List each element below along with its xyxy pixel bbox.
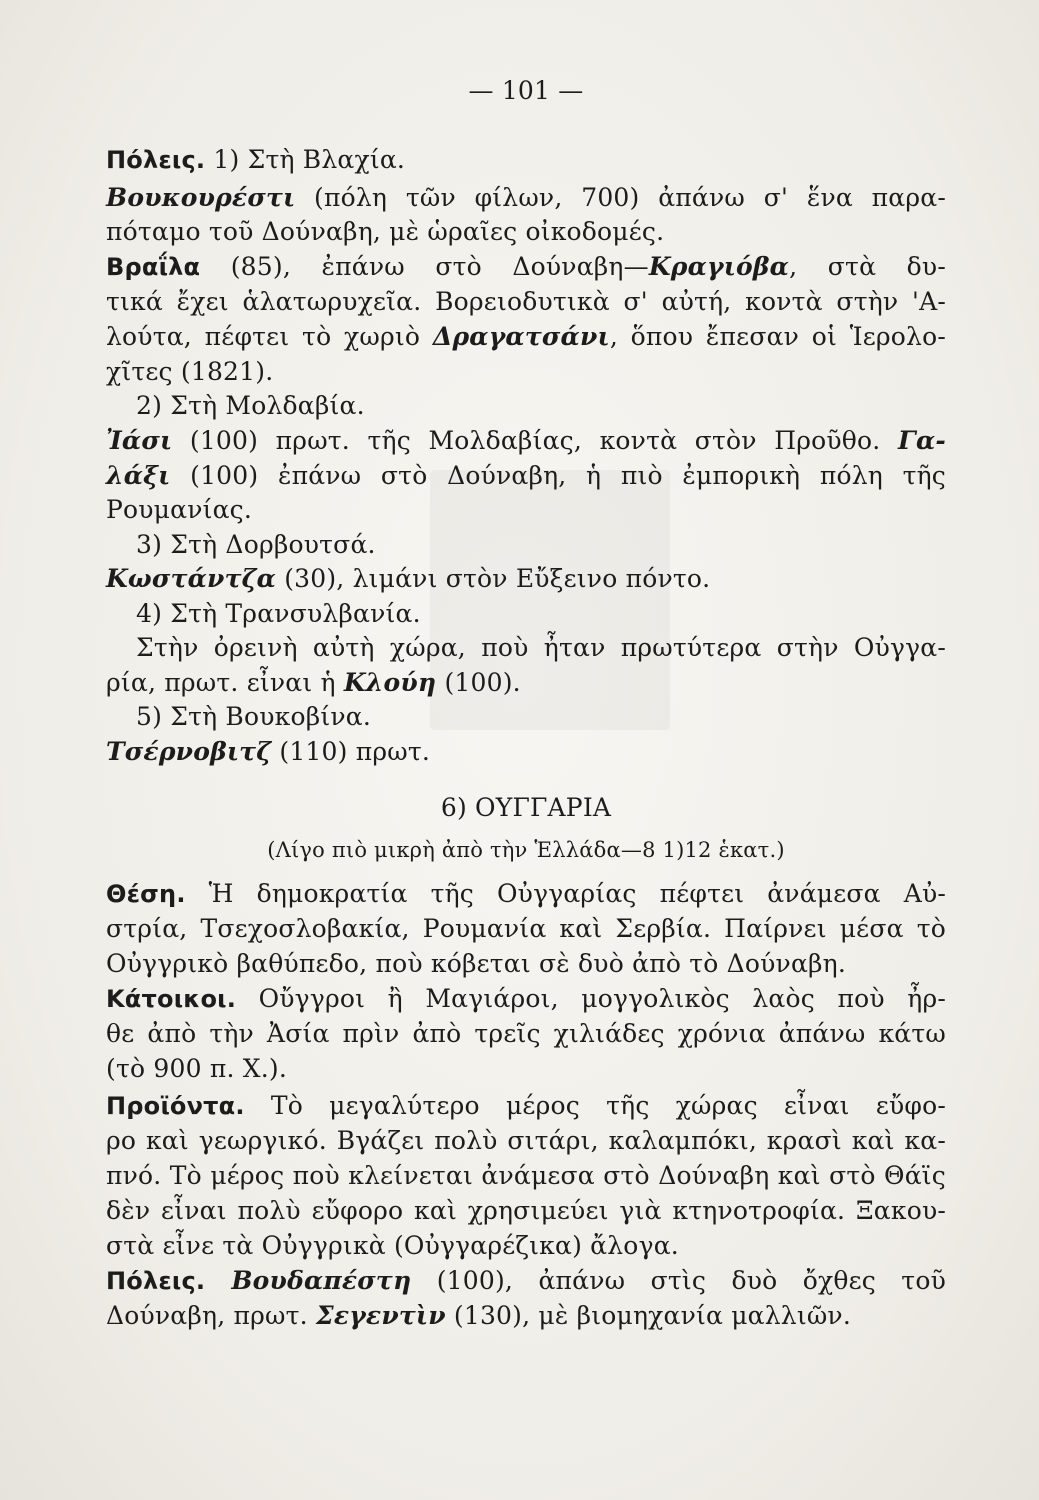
city-iasi: Ἰάσι <box>106 426 173 455</box>
city-cluj: Κλούη <box>343 668 437 697</box>
text-line: θε ἀπὸ τὴν Ἀσία πρὶν ἀπὸ τρεῖς χιλιάδες χρόνια ἀπάνω κάτω <box>106 1019 946 1048</box>
constanta-line: Κωστάντζα (30), λιμάνι στὸν Εὔξεινο πόντο. <box>106 564 711 593</box>
dragatsani-line: λούτα, πέφτει τὸ χωριὸ Δραγατσάνι, ὅπου ἔπεσαν οἱ Ἱερολο- <box>106 322 946 351</box>
city-craiova: Κραγιόβα <box>648 252 790 281</box>
subsection-dobruja: 3) Στὴ Δορβουτσά. <box>136 530 376 559</box>
page-number: — 101 — <box>468 76 584 105</box>
text-line: τικά ἔχει ἁλατωρυχεῖα. Βορειοδυτικὰ σ' αὐτή, κοντὰ στὴν 'Α- <box>106 287 946 316</box>
iasi-line: Ἰάσι (100) πρωτ. τῆς Μολδαβίας, κοντὰ στὸν Προῦθο. Γα- <box>106 426 946 455</box>
text-line: δὲν εἶναι πολὺ εὔφορο καὶ χρησιμεύει γιὰ κτηνοτροφία. Ξακου- <box>106 1196 946 1225</box>
text-line: πόταμο τοῦ Δούναβη, μὲ ὡραῖες οἰκοδομές. <box>106 217 665 246</box>
city-szeged: Σεγεντὶν <box>315 1301 446 1330</box>
city-chernivtsi: Τσέρνοβιτζ <box>106 737 272 766</box>
cities-heading: Πόλεις. <box>106 1267 206 1295</box>
city-constanta: Κωστάντζα <box>106 564 277 593</box>
braila-line: Βραΐλα (85), ἐπάνω στὸ Δούναβη—Κραγιόβα, στὰ δυ- <box>106 252 946 281</box>
cluj-line: ρία, πρωτ. εἶναι ἡ Κλούη (100). <box>106 668 521 697</box>
text-line: Οὐγγρικὸ βαθύπεδο, ποὺ κόβεται σὲ δυὸ ἀπὸ τὸ Δούναβη. <box>106 949 847 978</box>
text-line: πνό. Τὸ μέρος ποὺ κλείνεται ἀνάμεσα στὸ Δούναβη καὶ στὸ Θάϊς <box>106 1161 946 1190</box>
galati-line: λάξι (100) ἐπάνω στὸ Δούναβη, ἡ πιὸ ἐμπορικὴ πόλη τῆς <box>106 461 946 490</box>
inhabitants-line: Κάτοικοι. Οὔγγροι ἢ Μαγιάροι, μογγολικὸς λαὸς ποὺ ἦρ- <box>106 984 946 1013</box>
cities-heading: Πόλεις. <box>106 146 206 174</box>
position-heading: Θέση. <box>106 880 186 908</box>
inhabitants-heading: Κάτοικοι. <box>106 985 237 1013</box>
city-braila: Βραΐλα <box>106 253 201 281</box>
products-line: Προϊόντα. Τὸ μεγαλύτερο μέρος τῆς χώρας εἶναι εὔφο- <box>106 1091 946 1120</box>
city-bucharest: Βουκουρέστι <box>106 183 296 212</box>
subsection-bukovina: 5) Στὴ Βουκοβίνα. <box>136 702 372 731</box>
section-heading-hungary: 6) ΟΥΓΓΑΡΙΑ <box>440 793 612 822</box>
subsection-transylvania: 4) Στὴ Τρανσυλβανία. <box>136 599 421 628</box>
text-line: χῖτες (1821). <box>106 357 274 386</box>
city-budapest: Βουδαπέστη <box>205 1266 412 1295</box>
position-line: Θέση. Ἡ δημοκρατία τῆς Οὐγγαρίας πέφτει ἀνάμεσα Αὐ- <box>106 879 946 908</box>
cities-line-1: Πόλεις. 1) Στὴ Βλαχία. <box>106 145 406 174</box>
products-heading: Προϊόντα. <box>106 1092 245 1120</box>
village-dragatsani: Δραγατσάνι <box>432 322 610 351</box>
subsection-moldavia: 2) Στὴ Μολδαβία. <box>136 391 365 420</box>
bucharest-line: Βουκουρέστι (πόλη τῶν φίλων, 700) ἀπάνω σ' ἕνα παρα- <box>106 183 946 212</box>
szeged-line: Δούναβη, πρωτ. Σεγεντὶν (130), μὲ βιομηχανία μαλλιῶν. <box>106 1301 851 1330</box>
text-line: (τὸ 900 π. Χ.). <box>106 1054 288 1083</box>
text-line: Στὴν ὀρεινὴ αὐτὴ χώρα, ποὺ ἦταν πρωτύτερα στὴν Οὐγγα- <box>136 633 946 662</box>
section-subheading: (Λίγο πιὸ μικρὴ ἀπὸ τὴν Ἑλλάδα—8 1)12 ἑκατ.) <box>267 838 785 862</box>
text-line: ρο καὶ γεωργικό. Βγάζει πολὺ σιτάρι, καλαμπόκι, κρασὶ καὶ κα- <box>106 1126 946 1155</box>
text-line: στὰ εἶνε τὰ Οὐγγρικὰ (Οὐγγαρέζικα) ἄλογα. <box>106 1231 679 1260</box>
text-line: στρία, Τσεχοσλοβακία, Ρουμανία καὶ Σερβία. Παίρνει μέσα τὸ <box>106 914 946 943</box>
text-line: Ρουμανίας. <box>106 495 253 524</box>
city-galati: Γα- <box>898 426 946 455</box>
cities-hungary-line: Πόλεις. Βουδαπέστη (100), ἀπάνω στὶς δυὸ ὄχθες τοῦ <box>106 1266 946 1295</box>
chernivtsi-line: Τσέρνοβιτζ (110) πρωτ. <box>106 737 431 766</box>
